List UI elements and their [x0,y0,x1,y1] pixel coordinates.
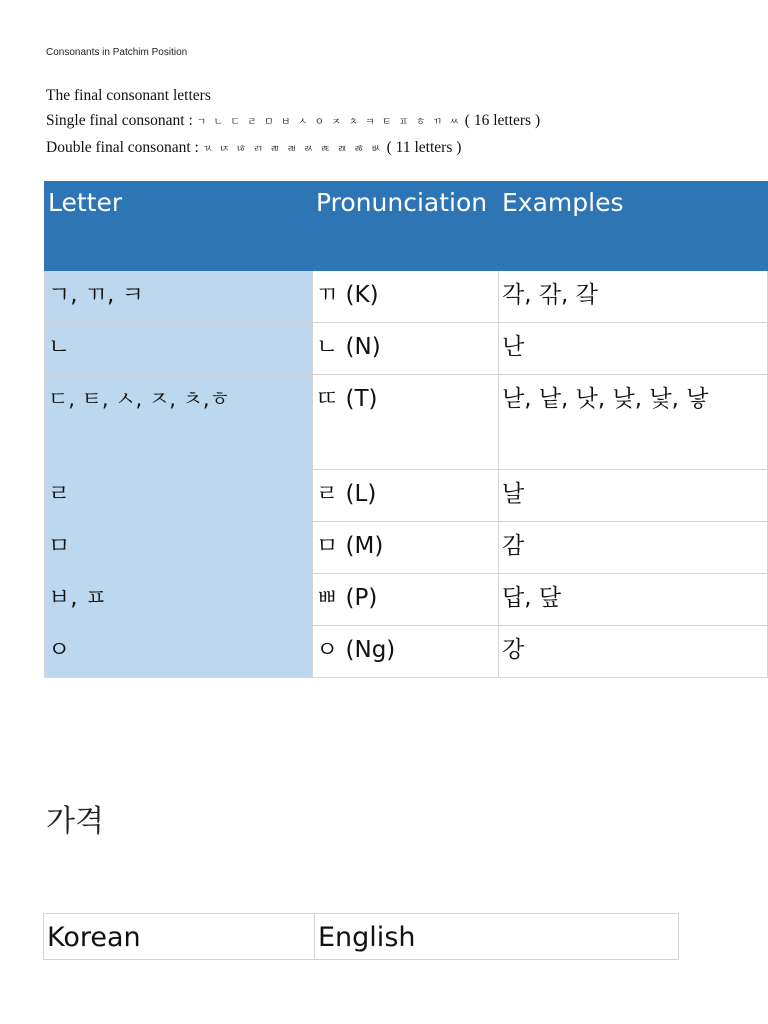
pronunciation-cell: ㅁ (M) [313,522,499,574]
single-final-label: Single final consonant : [46,112,197,129]
letter-cell: ㄹ [45,470,313,522]
letter-cell: ㄴ [45,323,313,375]
table-row [45,375,768,470]
pronunciation-cell: ㄲ (K) [313,271,499,323]
header-korean: Korean [44,914,315,960]
intro-text [46,83,540,162]
vocabulary-table [43,913,679,960]
vocabulary-header-row [44,914,679,960]
document-title: Consonants in Patchim Position [46,47,188,58]
section-heading: 가격 [46,804,104,839]
pronunciation-cell: ㄹ (L) [313,470,499,522]
letter-cell: ㅂ, ㅍ [45,574,313,626]
pronunciation-cell: ㄸ (T) [313,375,499,470]
table-row [45,522,768,574]
table-row [45,470,768,522]
header-letter: Letter [45,182,313,271]
pronunciation-cell: ㄴ (N) [313,323,499,375]
header-pronunciation: Pronunciation [313,182,499,271]
examples-cell: 답, 닾 [499,574,768,626]
pronunciation-cell: ㅇ (Ng) [313,626,499,678]
header-examples: Examples [499,182,768,271]
table-row [45,574,768,626]
single-final-line [46,108,540,135]
single-final-jamo: ㄱ ㄴ ㄷ ㄹ ㅁ ㅂ ㅅ ㅇ ㅈ ㅊ ㅋ ㅌ ㅍ ㅎ ㄲ ㅆ [196,117,461,128]
letter-cell: ㅁ [45,522,313,574]
double-final-jamo: ㄳ ㄵ ㄶ ㄺ ㄻ ㄼ ㄽ ㄾ ㄿ ㅀ ㅄ [202,144,383,155]
examples-cell: 날 [499,470,768,522]
examples-cell: 난 [499,323,768,375]
intro-line: The final consonant letters [46,87,211,104]
table-header-row [45,182,768,271]
pronunciation-cell: ㅃ (P) [313,574,499,626]
table-row [45,626,768,678]
double-final-count: ( 11 letters ) [382,139,462,156]
examples-cell: 강 [499,626,768,678]
examples-cell: 각, 갂, 갘 [499,271,768,323]
patchim-table [44,181,768,678]
table-row [45,323,768,375]
double-final-line [46,135,540,162]
letter-cell: ㄷ, ㅌ, ㅅ, ㅈ, ㅊ,ㅎ [45,375,313,470]
header-english: English [315,914,679,960]
single-final-count: ( 16 letters ) [460,112,541,129]
examples-cell: 감 [499,522,768,574]
examples-cell: 낟, 낱, 낫, 낮, 낯, 낳 [499,375,768,470]
double-final-label: Double final consonant : [46,139,203,156]
table-row [45,271,768,323]
letter-cell: ㅇ [45,626,313,678]
letter-cell: ㄱ, ㄲ, ㅋ [45,271,313,323]
